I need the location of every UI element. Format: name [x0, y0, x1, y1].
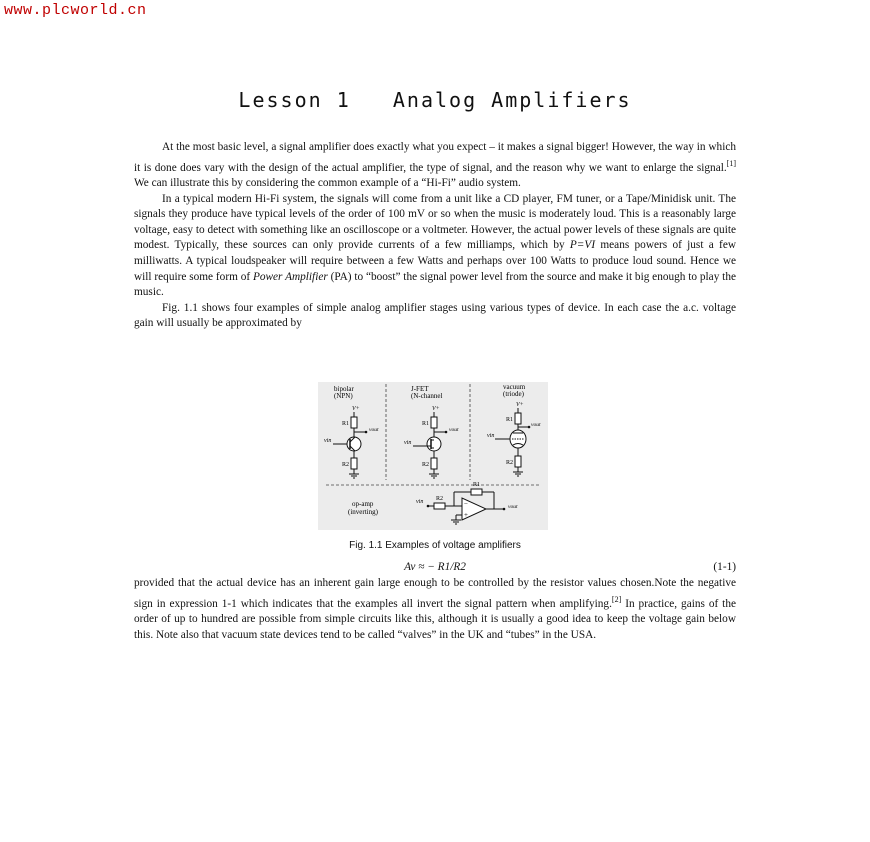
body-text-bottom	[134, 576, 736, 643]
svg-text:R1: R1	[473, 482, 481, 488]
svg-text:+: +	[464, 511, 468, 519]
svg-text:J-FET: J-FET	[411, 385, 429, 393]
reference-1: [1]	[726, 158, 736, 168]
term-power-amplifier: Power Amplifier	[252, 270, 328, 283]
figure-amplifiers	[318, 382, 548, 530]
svg-text:R1: R1	[342, 421, 350, 427]
svg-text:R2: R2	[422, 462, 430, 468]
body-text-top	[134, 140, 736, 332]
svg-text:R2: R2	[436, 496, 444, 502]
paragraph-3: Fig. 1.1 shows four examples of simple analog amplifier stages using various types of device. In each case the a.c. voltage gain will usually be approximated by	[134, 301, 736, 330]
svg-text:vacuum: vacuum	[503, 383, 526, 391]
svg-text:−: −	[464, 500, 468, 508]
svg-text:V+: V+	[352, 406, 360, 412]
figure-caption: Fig. 1.1 Examples of voltage amplifiers	[349, 540, 521, 551]
reference-2: [2]	[611, 594, 622, 604]
paragraph-1: At the most basic level, a signal amplifier does exactly what you expect – it makes a signal bigger! However, the way in which it is done does vary with the design of the actual amplifier, the type of signal, and the reason why we want to enlarge the signal.[1] We can illustrate this by considering the common example of a “Hi-Fi” audio system.	[134, 141, 736, 189]
formula-pvi: P=VI	[569, 239, 596, 252]
svg-text:R1: R1	[422, 421, 430, 427]
svg-text:vout: vout	[531, 422, 541, 428]
svg-text:op-amp: op-amp	[352, 500, 374, 508]
svg-text:vin: vin	[404, 440, 412, 446]
equation: Av ≈ − R1/R2	[404, 561, 466, 573]
svg-text:vout: vout	[449, 427, 459, 433]
svg-text:(NPN): (NPN)	[334, 392, 353, 400]
svg-text:vin: vin	[487, 433, 495, 439]
equation-row	[134, 561, 736, 577]
watermark: www.plcworld.cn	[4, 2, 147, 19]
svg-text:bipolar: bipolar	[334, 385, 354, 393]
page-title: Lesson 1 Analog Amplifiers	[238, 88, 632, 112]
svg-text:vout: vout	[369, 427, 379, 433]
paragraph-2: In a typical modern Hi-Fi system, the signals will come from a unit like a CD player, FM tuner, or a Tape/Minidisk unit. The signals they produce have typical levels of the order of 100 mV or so when the music is moderately loud. This is a reasonably large voltage, easy to detect with something like an oscilloscope or a voltmeter. However, the actual power levels of these signals are quite modest. Typically, these sources can only provide currents of a few milliamps, which by P=VI means powers of just a few milliwatts. A typical loudspeaker will require between a few Watts and perhaps over 100 Watts to produce loud sound. Hence we will require some form of Power Amplifier (PA) to “boost” the signal power level from the source and make it big enough to play the music.	[134, 192, 736, 299]
svg-text:R2: R2	[342, 462, 350, 468]
svg-text:vin: vin	[416, 499, 424, 505]
svg-text:R2: R2	[506, 460, 514, 466]
svg-text:R1: R1	[506, 417, 514, 423]
paragraph-4: provided that the actual device has an inherent gain large enough to be controlled by the resistor values chosen.Note the negative sign in expression 1-1 which indicates that the examples all invert the signal pattern when amplifying.[2] In practice, gains of the order of up to hundred are possible from simple circuits like this, although it is usually a good idea to keep the voltage gain below this. Note also that vacuum state devices tend to be called “valves” in the UK and “tubes” in the USA.	[134, 577, 736, 641]
svg-text:vin: vin	[324, 438, 332, 444]
svg-text:(inverting): (inverting)	[348, 508, 378, 516]
svg-text:V+: V+	[432, 406, 440, 412]
equation-number: (1-1)	[713, 561, 736, 573]
svg-text:(N-channel: (N-channel	[411, 392, 443, 400]
svg-text:(triode): (triode)	[503, 390, 524, 398]
svg-text:vout: vout	[508, 504, 518, 510]
svg-text:V+: V+	[516, 402, 524, 408]
